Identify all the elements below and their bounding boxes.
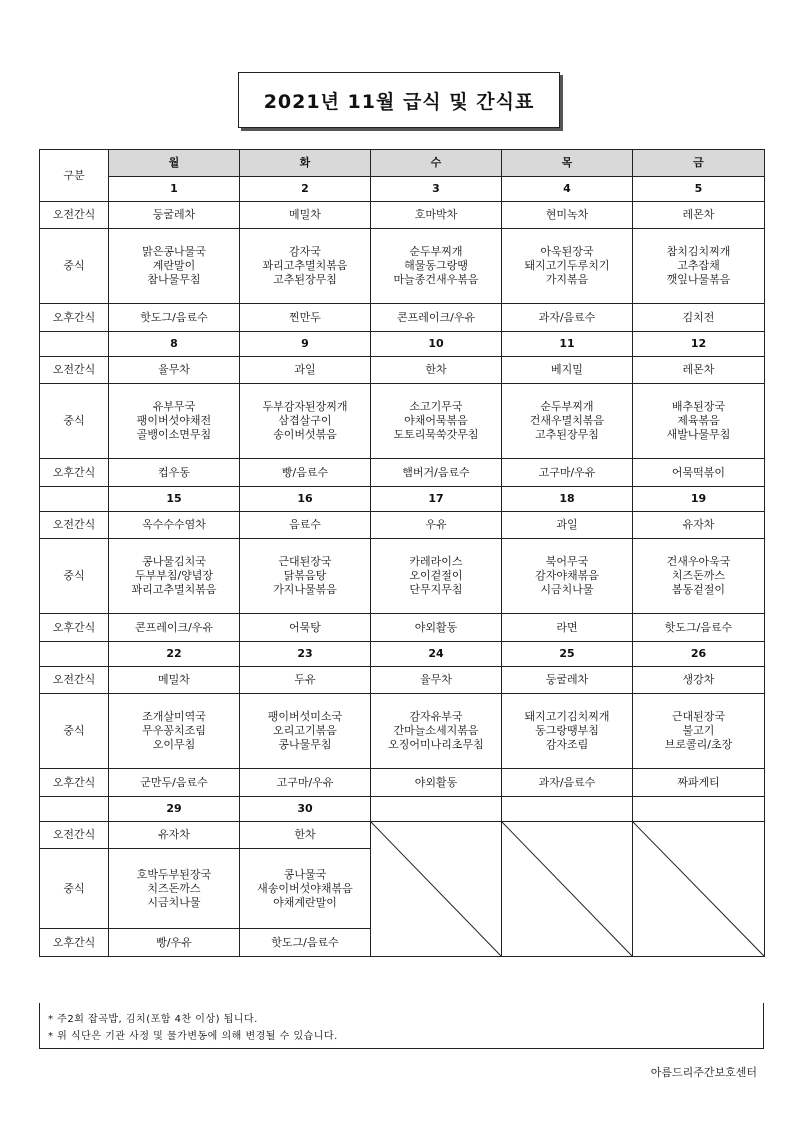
am-snack-cell: 레몬차 — [633, 357, 765, 384]
lunch-dish: 감자야채볶음 — [535, 569, 599, 582]
date-row-spacer — [40, 797, 109, 822]
lunch-dish: 동그랑땡부침 — [535, 724, 599, 737]
am-snack-cell: 유자차 — [633, 512, 765, 539]
lunch-dish: 꽈리고추멸치볶음 — [131, 583, 217, 596]
row-label-am: 오전간식 — [40, 357, 109, 384]
empty-slash-cell — [371, 822, 502, 957]
lunch-cell — [502, 229, 633, 304]
day-header: 수 — [371, 150, 502, 177]
pm-snack-cell: 과자/음료수 — [502, 304, 633, 332]
date-cell: 8 — [109, 332, 240, 357]
date-cell: 29 — [109, 797, 240, 822]
row-label-pm: 오후간식 — [40, 769, 109, 797]
date-cell: 12 — [633, 332, 765, 357]
lunch-dish: 두부감자된장찌개 — [262, 400, 348, 413]
day-header: 월 — [109, 150, 240, 177]
pm-snack-cell: 빵/우유 — [109, 929, 240, 957]
row-label-am: 오전간식 — [40, 512, 109, 539]
lunch-cell — [109, 539, 240, 614]
lunch-cell — [109, 384, 240, 459]
lunch-cell — [633, 694, 765, 769]
lunch-dish: 감자유부국 — [409, 710, 463, 723]
date-cell: 24 — [371, 642, 502, 667]
lunch-dish: 팽이버섯미소국 — [267, 710, 343, 723]
am-snack-cell: 현미녹차 — [502, 202, 633, 229]
lunch-dish: 도토리묵쑥갓무침 — [393, 428, 479, 441]
lunch-dish: 참나물무침 — [147, 273, 201, 286]
row-label-pm: 오후간식 — [40, 304, 109, 332]
note-1: * 주2회 잡곡밥, 김치(포함 4찬 이상) 됩니다. — [48, 1014, 258, 1025]
am-snack-cell: 유자차 — [109, 822, 240, 849]
lunch-dish: 근대된장국 — [671, 710, 726, 723]
lunch-dish: 감자국 — [289, 245, 321, 258]
lunch-cell — [240, 849, 371, 929]
pm-snack-cell: 짜파게티 — [633, 769, 765, 797]
lunch-dish: 유부무국 — [152, 400, 196, 413]
lunch-dish: 순두부찌개 — [540, 400, 594, 413]
lunch-dish: 시금치나물 — [540, 583, 594, 596]
lunch-dish: 건새우멸치볶음 — [529, 414, 605, 427]
pm-snack-cell: 고구마/우유 — [240, 769, 371, 797]
lunch-cell — [633, 229, 765, 304]
date-cell: 25 — [502, 642, 633, 667]
am-snack-cell: 메밀차 — [109, 667, 240, 694]
pm-snack-cell: 어묵떡볶이 — [633, 459, 765, 487]
pm-snack-cell: 야외활동 — [371, 769, 502, 797]
lunch-dish: 깻잎나물볶음 — [666, 273, 731, 286]
am-snack-cell: 호마박차 — [371, 202, 502, 229]
date-cell: 30 — [240, 797, 371, 822]
row-label-lunch: 중식 — [40, 384, 109, 459]
lunch-dish: 고추잡채 — [677, 259, 720, 272]
pm-snack-cell: 빵/음료수 — [240, 459, 371, 487]
date-cell: 19 — [633, 487, 765, 512]
row-label-lunch: 중식 — [40, 539, 109, 614]
lunch-cell — [371, 694, 502, 769]
am-snack-cell: 한차 — [240, 822, 371, 849]
lunch-dish: 오징어미나리초무침 — [388, 738, 484, 751]
day-header: 화 — [240, 150, 371, 177]
date-cell: 4 — [502, 177, 633, 202]
empty-date-cell — [633, 797, 765, 822]
date-cell: 10 — [371, 332, 502, 357]
lunch-dish: 호박두부된장국 — [136, 867, 212, 881]
date-cell: 23 — [240, 642, 371, 667]
lunch-dish: 건새우아욱국 — [666, 555, 731, 568]
pm-snack-cell: 햄버거/음료수 — [371, 459, 502, 487]
lunch-dish: 콩나물김치국 — [142, 555, 206, 568]
date-cell: 22 — [109, 642, 240, 667]
lunch-dish: 삼겹살구이 — [278, 414, 332, 427]
lunch-dish: 고추된장무침 — [535, 428, 599, 441]
date-cell: 26 — [633, 642, 765, 667]
lunch-cell — [633, 384, 765, 459]
empty-slash-cell — [633, 822, 765, 957]
row-label-pm: 오후간식 — [40, 614, 109, 642]
corner-label: 구분 — [40, 150, 109, 202]
pm-snack-cell: 고구마/우유 — [502, 459, 633, 487]
lunch-dish: 소고기무국 — [409, 400, 463, 413]
lunch-dish: 가지볶음 — [545, 273, 589, 286]
pm-snack-cell: 군만두/음료수 — [109, 769, 240, 797]
row-label-lunch: 중식 — [40, 229, 109, 304]
lunch-cell — [502, 539, 633, 614]
am-snack-cell: 율무차 — [371, 667, 502, 694]
lunch-cell — [502, 384, 633, 459]
lunch-cell — [633, 539, 765, 614]
empty-date-cell — [502, 797, 633, 822]
lunch-dish: 봄동겉절이 — [671, 583, 726, 596]
row-label-am: 오전간식 — [40, 202, 109, 229]
pm-snack-cell: 과자/음료수 — [502, 769, 633, 797]
date-cell: 17 — [371, 487, 502, 512]
date-cell: 16 — [240, 487, 371, 512]
pm-snack-cell: 콘프레이크/우유 — [109, 614, 240, 642]
lunch-dish: 두부부침/양념장 — [134, 569, 214, 582]
lunch-dish: 콩나물무침 — [278, 738, 332, 751]
date-cell: 9 — [240, 332, 371, 357]
am-snack-cell: 생강차 — [633, 667, 765, 694]
center-name: 아름드리주간보호센터 — [650, 1066, 757, 1079]
lunch-dish: 오이무침 — [152, 738, 196, 751]
lunch-cell — [240, 384, 371, 459]
lunch-dish: 가지나물볶음 — [273, 583, 337, 596]
am-snack-cell: 둥굴레차 — [109, 202, 240, 229]
date-cell: 2 — [240, 177, 371, 202]
lunch-dish: 돼지고기두루치기 — [524, 259, 610, 272]
lunch-dish: 카레라이스 — [409, 555, 463, 568]
date-cell: 15 — [109, 487, 240, 512]
lunch-dish: 고추된장무침 — [273, 273, 337, 286]
lunch-dish: 단무지무침 — [409, 583, 463, 596]
lunch-dish: 배추된장국 — [671, 400, 726, 413]
lunch-cell — [371, 384, 502, 459]
lunch-dish: 제육볶음 — [677, 414, 720, 427]
lunch-dish: 야채계란말이 — [273, 895, 337, 909]
am-snack-cell: 한차 — [371, 357, 502, 384]
lunch-dish: 콩나물국 — [283, 867, 327, 881]
date-cell: 18 — [502, 487, 633, 512]
am-snack-cell: 과일 — [240, 357, 371, 384]
am-snack-cell: 음료수 — [240, 512, 371, 539]
am-snack-cell: 과일 — [502, 512, 633, 539]
lunch-cell — [502, 694, 633, 769]
lunch-dish: 북어무국 — [545, 555, 589, 568]
date-cell: 11 — [502, 332, 633, 357]
pm-snack-cell: 콘프레이크/우유 — [371, 304, 502, 332]
lunch-dish: 시금치나물 — [147, 895, 201, 909]
lunch-dish: 야채어묵볶음 — [404, 414, 468, 427]
lunch-dish: 골뱅이소면무침 — [136, 428, 212, 441]
lunch-dish: 근대된장국 — [278, 555, 332, 568]
row-label-pm: 오후간식 — [40, 459, 109, 487]
lunch-dish: 팽이버섯야채전 — [136, 414, 212, 427]
notes — [39, 1003, 764, 1049]
am-snack-cell: 둥굴레차 — [502, 667, 633, 694]
lunch-cell — [240, 694, 371, 769]
page-title: 2021년 11월 급식 및 간식표 — [238, 72, 560, 128]
lunch-dish: 간마늘소세지볶음 — [393, 724, 479, 737]
lunch-dish: 오리고기볶음 — [273, 724, 337, 737]
pm-snack-cell: 핫도그/음료수 — [109, 304, 240, 332]
date-row-spacer — [40, 487, 109, 512]
day-header: 금 — [633, 150, 765, 177]
am-snack-cell: 메밀차 — [240, 202, 371, 229]
pm-snack-cell: 찐만두 — [240, 304, 371, 332]
lunch-cell — [240, 229, 371, 304]
lunch-cell — [109, 849, 240, 929]
menu-table — [39, 149, 765, 957]
am-snack-cell: 베지밀 — [502, 357, 633, 384]
date-cell: 1 — [109, 177, 240, 202]
row-label-lunch: 중식 — [40, 694, 109, 769]
lunch-dish: 치즈돈까스 — [671, 569, 726, 582]
pm-snack-cell: 야외활동 — [371, 614, 502, 642]
lunch-cell — [371, 229, 502, 304]
empty-slash-cell — [502, 822, 633, 957]
lunch-cell — [240, 539, 371, 614]
pm-snack-cell: 라면 — [502, 614, 633, 642]
row-label-am: 오전간식 — [40, 667, 109, 694]
lunch-dish: 돼지고기김치찌개 — [524, 710, 610, 723]
lunch-cell — [371, 539, 502, 614]
lunch-cell — [109, 694, 240, 769]
lunch-dish: 맑은콩나물국 — [142, 245, 206, 258]
pm-snack-cell: 어묵탕 — [240, 614, 371, 642]
pm-snack-cell: 컵우동 — [109, 459, 240, 487]
lunch-dish: 마늘종건새우볶음 — [393, 273, 479, 286]
row-label-lunch: 중식 — [40, 849, 109, 929]
note-2: * 위 식단은 기관 사정 및 물가변동에 의해 변경될 수 있습니다. — [48, 1031, 338, 1042]
pm-snack-cell: 김치전 — [633, 304, 765, 332]
row-label-am: 오전간식 — [40, 822, 109, 849]
lunch-cell — [109, 229, 240, 304]
lunch-dish: 닭볶음탕 — [283, 569, 327, 582]
am-snack-cell: 두유 — [240, 667, 371, 694]
lunch-dish: 무우꽁치조림 — [142, 724, 206, 737]
pm-snack-cell: 핫도그/음료수 — [633, 614, 765, 642]
empty-date-cell — [371, 797, 502, 822]
lunch-dish: 새발나물무침 — [666, 428, 731, 441]
date-row-spacer — [40, 332, 109, 357]
lunch-dish: 해물동그랑땡 — [404, 259, 468, 272]
am-snack-cell: 옥수수수염차 — [109, 512, 240, 539]
lunch-dish: 순두부찌개 — [409, 245, 463, 258]
row-label-pm: 오후간식 — [40, 929, 109, 957]
lunch-dish: 조개살미역국 — [142, 710, 206, 723]
date-cell: 5 — [633, 177, 765, 202]
lunch-dish: 브로콜리/초장 — [664, 738, 733, 751]
am-snack-cell: 레몬차 — [633, 202, 765, 229]
am-snack-cell: 율무차 — [109, 357, 240, 384]
lunch-dish: 불고기 — [682, 724, 715, 737]
lunch-dish: 아욱된장국 — [540, 245, 594, 258]
lunch-dish: 치즈돈까스 — [147, 881, 201, 895]
lunch-dish: 감자조림 — [545, 738, 589, 751]
date-cell: 3 — [371, 177, 502, 202]
lunch-dish: 오이겉절이 — [409, 569, 463, 582]
lunch-dish: 새송이버섯야채볶음 — [257, 881, 353, 895]
date-row-spacer — [40, 642, 109, 667]
am-snack-cell: 우유 — [371, 512, 502, 539]
lunch-dish: 참치김치찌개 — [666, 245, 731, 258]
lunch-dish: 꽈리고추멸치볶음 — [262, 259, 348, 272]
day-header: 목 — [502, 150, 633, 177]
lunch-dish: 송이버섯볶음 — [273, 428, 337, 441]
lunch-dish: 계란말이 — [152, 259, 196, 272]
pm-snack-cell: 핫도그/음료수 — [240, 929, 371, 957]
